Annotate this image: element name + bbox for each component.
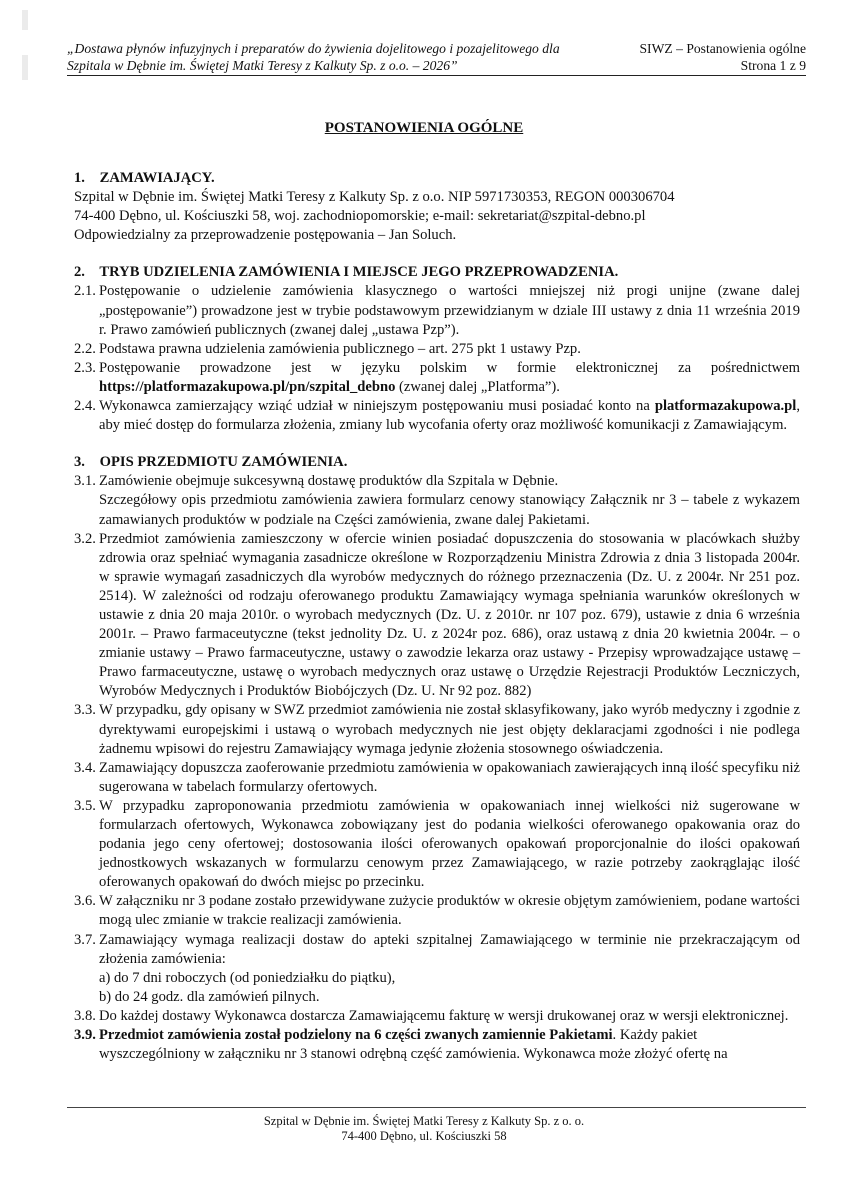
- clause-text: [99, 397, 800, 435]
- clause-text: Postępowanie o udzielenie zamówienia klasycznego o wartości mniejszej niż progi unijne (zwane dalej „postępowanie”) prowadzone jest w trybie podstawowym przewidzianym w dziale III ustawy z dnia 11 września 2019 r. Prawo zamówień publicznych (zwanej dalej „ustawa Pzp”).: [99, 283, 800, 338]
- clause-text-part: Wykonawca zamierzający wziąć udział w niniejszym postępowaniu musi posiadać konto na: [99, 398, 655, 415]
- scan-artifact: [22, 55, 28, 80]
- clause-number: 3.4.: [74, 759, 96, 776]
- page-title: POSTANOWIENIA OGÓLNE: [324, 120, 524, 136]
- section-title: TRYB UDZIELENIA ZAMÓWIENIA I MIEJSCE JEGO PRZEPROWADZENIA.: [99, 264, 619, 281]
- clause-number: 2.3.: [74, 359, 96, 376]
- clause-number: 2.4.: [74, 398, 96, 415]
- clause-number: 3.8.: [74, 1007, 96, 1024]
- clause-2-2: [74, 340, 800, 359]
- clause-3-3: [74, 701, 800, 758]
- clause-text: W przypadku, gdy opisany w SWZ przedmiot zamówienia nie został sklasyfikowany, jako wyrób medyczny i zgodnie z dyrektywami europejskimi i ustawą o wyrobach medycznych nie jest objęty deklaracjami zgodności i nie podlega żadnemu wpisowi do rejestru Zamawiający wymaga jedynie złożenia stosownego oświadczenia.: [99, 702, 800, 757]
- clause-text-part: Zamawiający wymaga realizacji dostaw do apteki szpitalnej Zamawiającego w terminie nie przekraczającym od złożenia zamówienia:: [99, 931, 800, 967]
- subject-line-2: Szpitala w Dębnie im. Świętej Matki Teresy z Kalkuty Sp. z o.o. – 2026”: [67, 58, 458, 73]
- document-body: [74, 169, 800, 1064]
- section-heading-2: [74, 263, 800, 282]
- clause-2-4: [74, 397, 800, 435]
- document-subject: [67, 40, 627, 74]
- clause-text-bold: Przedmiot zamówienia został podzielony na 6 części zwanych zamiennie Pakietami: [99, 1027, 613, 1044]
- footer-divider: [67, 1107, 806, 1108]
- clause-3-5: [74, 797, 800, 892]
- clause-text: W załączniku nr 3 podane zostało przewidywane zużycie produktów w okresie objętym zamówieniem, podane wartości mogą ulec zmianie w trakcie realizacji zamówienia.: [99, 893, 800, 929]
- section-number: 3.: [74, 454, 85, 471]
- clause-text: Podstawa prawna udzielenia zamówienia publicznego – art. 275 pkt 1 ustawy Pzp.: [99, 340, 581, 357]
- page-number: Strona 1 z 9: [740, 58, 806, 73]
- clause-text: W przypadku zaproponowania przedmiotu zamówienia w opakowaniach innej wielkości niż sugerowane w formularzach ofertowych, Wykonawca zobowiązany jest do podania wielkości oferowanego opakowania oraz do podania jego ceny ofertowej; dostosowania ilości oferowanych opakowań proporcjonalnie do ilości opakowań jednostkowych wskazanych w formularzu cenowym przez Zamawiającego, w razie potrzeby zaokrąglając ilość oferowanych opakowań do dwóch miejsc po przecinku.: [99, 797, 800, 891]
- clause-text: Do każdej dostawy Wykonawca dostarcza Zamawiającemu fakturę w wersji drukowanej oraz w wersji elektronicznej.: [99, 1007, 789, 1024]
- clause-2-3: [74, 359, 800, 397]
- clause-number: 2.1.: [74, 283, 96, 300]
- page-header: [67, 40, 806, 76]
- clause-text-part: Postępowanie prowadzone jest w języku polskim w formie elektronicznej za pośrednictwem: [99, 359, 800, 376]
- section-title: OPIS PRZEDMIOTU ZAMÓWIENIA.: [99, 454, 348, 471]
- clause-text-part: Zamówienie obejmuje sukcesywną dostawę produktów dla Szpitala w Dębnie.: [99, 473, 559, 490]
- footer-address: 74-400 Dębno, ul. Kościuszki 58: [341, 1129, 507, 1143]
- responsible-person: Odpowiedzialny za przeprowadzenie postępowania – Jan Soluch.: [74, 227, 457, 244]
- clause-number: 3.9.: [74, 1027, 96, 1044]
- clause-3-1: [74, 472, 800, 529]
- clause-text: [99, 472, 800, 529]
- clause-text: Przedmiot zamówienia zamieszczony w ofercie winien posiadać dopuszczenia do stosowania w placówkach służby zdrowia oraz spełniać wymagania zasadnicze określone w Rozporządzeniu Ministra Zdrowia z dnia 3 listopada 2004r. w sprawie wymagań zasadniczych dla wyrobów medycznych do różnego przeznaczenia (Dz. U. z 2004r. Nr 251 poz. 2514). W zależności od rodzaju oferowanego produktu Zamawiający wymaga spełniania warunków określonych w ustawie z dnia 20 maja 2010r. o wyrobach medycznych (Dz. U. z 2010r. nr 107 poz. 679), ustawie z dnia 6 września 2001r. – Prawo farmaceutyczne (tekst jednolity Dz. U. z 2024r poz. 686), oraz ustawą z dnia 20 kwietnia 2004r. – o zmianie ustawy – Prawo farmaceutyczne, ustawy o zawodzie lekarza oraz ustawy - Przepisy wprowadzające ustawę – Prawo farmaceutyczne, ustawę o wyrobach medycznych oraz ustawę o Urzędzie Rejestracji Produktów Leczniczych, Wyrobów Medycznych i Produktów Biobójczych (Dz. U. Nr 92 poz. 882): [99, 530, 800, 700]
- clause-3-9: [74, 1026, 800, 1064]
- clause-text: [99, 931, 800, 1007]
- section-heading-1: [74, 169, 800, 188]
- clause-number: 3.7.: [74, 931, 96, 948]
- footer-org-name: Szpital w Dębnie im. Świętej Matki Teresy z Kalkuty Sp. z o. o.: [263, 1114, 585, 1128]
- section-title: ZAMAWIAJĄCY.: [99, 170, 215, 186]
- page-footer: [0, 1114, 848, 1144]
- clause-3-6: [74, 892, 800, 930]
- clause-text-part: Szczegółowy opis przedmiotu zamówienia zawiera formularz cenowy stanowiący Załącznik nr 3 – tabele z wykazem zamawianych produktów w podziale na Części zamówienia, zwane dalej Pakietami.: [99, 492, 800, 528]
- clause-text: [99, 1026, 800, 1064]
- document-section-label: SIWZ – Postanowienia ogólne: [639, 41, 806, 56]
- subject-line-1: „Dostawa płynów infuzyjnych i preparatów do żywienia dojelitowego i pozajelitowego dla: [67, 41, 560, 56]
- clause-number: 3.5.: [74, 797, 96, 814]
- email-link[interactable]: sekretariat@szpital-debno.pl: [477, 208, 646, 225]
- clause-3-8: [74, 1007, 800, 1026]
- clause-number: 3.6.: [74, 893, 96, 910]
- section-number: 1.: [74, 170, 85, 186]
- section-heading-3: [74, 453, 800, 472]
- clause-3-7: [74, 931, 800, 1007]
- platform-link[interactable]: https://platformazakupowa.pl/pn/szpital_debno: [99, 378, 396, 395]
- clause-text-part: , aby mieć dostęp do formularza złożenia, zmiany lub wycofania oferty oraz możliwość komunikacji z Zamawiającym.: [99, 398, 800, 434]
- clause-number: 2.2.: [74, 340, 96, 357]
- sub-item-a: a) do 7 dni roboczych (od poniedziałku do piątku),: [99, 969, 396, 986]
- clause-number: 3.3.: [74, 702, 96, 719]
- sub-item-b: b) do 24 godz. dla zamówień pilnych.: [99, 988, 320, 1005]
- section-number: 2.: [74, 264, 85, 281]
- clause-text-part: (zwanej dalej „Platforma”).: [395, 378, 560, 395]
- scan-artifact: [22, 10, 28, 30]
- clause-2-1: [74, 282, 800, 339]
- orderer-address: [74, 207, 800, 226]
- document-info: [640, 40, 807, 74]
- clause-3-4: [74, 759, 800, 797]
- clause-number: 3.1.: [74, 473, 96, 490]
- platform-name: platformazakupowa.pl: [654, 398, 797, 415]
- clause-text: [99, 359, 800, 397]
- clause-3-2: [74, 530, 800, 702]
- clause-number: 3.2.: [74, 530, 96, 547]
- clause-text: Zamawiający dopuszcza zaoferowanie przedmiotu zamówienia w opakowaniach zawierających inną ilość specyfiku niż sugerowana w tabelach formularzy ofertowych.: [99, 759, 800, 795]
- orderer-details: Szpital w Dębnie im. Świętej Matki Teresy z Kalkuty Sp. z o.o. NIP 5971730353, REGON 000306704: [74, 189, 675, 206]
- address-text: 74-400 Dębno, ul. Kościuszki 58, woj. zachodniopomorskie; e-mail:: [74, 208, 478, 225]
- clause-text-part: . Każdy pakiet wyszczególniony w załączniku nr 3 stanowi odrębną część zamówienia. Wykonawca może złożyć ofertę na: [99, 1027, 728, 1063]
